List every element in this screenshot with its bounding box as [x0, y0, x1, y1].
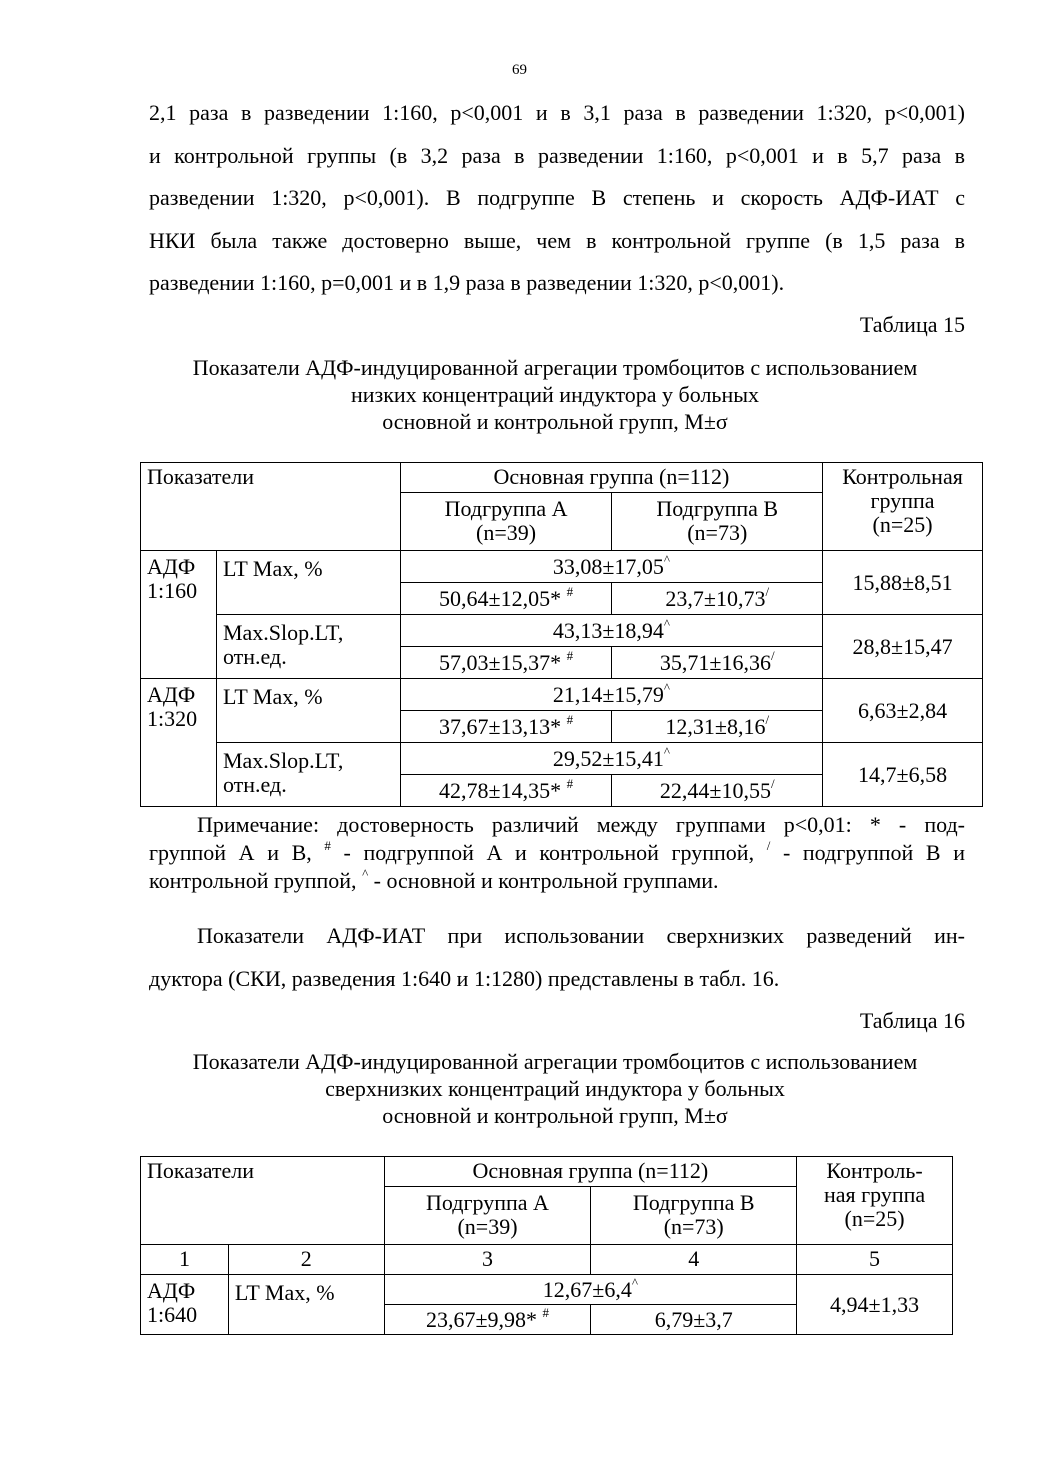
- text-line: НКИ была также достоверно выше, чем в контрольной группе (в 1,5 раза в: [149, 227, 965, 253]
- subgroup-b-value: [612, 775, 823, 807]
- table-row: [141, 551, 983, 583]
- control-value: 14,7±6,58: [823, 743, 983, 807]
- main-group-value: [400, 743, 822, 775]
- table-15-label: Таблица 15: [859, 312, 965, 337]
- page-number: 69: [512, 62, 527, 78]
- note-text: контрольной группой,: [149, 868, 363, 893]
- paragraph-2: [149, 915, 965, 1000]
- value-text: 23,7±10,73: [665, 586, 766, 611]
- significance-mark: #: [566, 712, 574, 727]
- text-line: и контрольной группы (в 3,2 раза в разведении 1:160, p<0,001 и в 5,7 раза в: [149, 142, 965, 168]
- title-line: Показатели АДФ-индуцированной агрегации тромбоцитов с использованием: [192, 1049, 918, 1074]
- dilution-line: 1:320: [147, 706, 198, 731]
- table-row: [141, 679, 983, 711]
- header-subgroup-b: [612, 493, 823, 551]
- header-line: Контроль-: [826, 1158, 923, 1183]
- header-indicators: Показатели: [141, 463, 401, 551]
- header-line: Контрольная: [842, 464, 963, 489]
- column-number: 3: [384, 1245, 591, 1275]
- metric-line: Max.Slop.LT,: [222, 620, 344, 645]
- text-line: разведении 1:160, p=0,001 и в 1,9 раза в разведении 1:320, p<0,001).: [149, 270, 785, 295]
- significance-mark: ^: [631, 1275, 638, 1290]
- significance-mark: /: [770, 776, 775, 791]
- significance-mark: #: [324, 838, 331, 853]
- subgroup-a-value: [400, 647, 612, 679]
- value-text: 37,67±13,13*: [439, 714, 567, 739]
- title-line: основной и контрольной групп, М±σ: [382, 409, 728, 434]
- text-line: 2,1 раза в разведении 1:160, p<0,001 и в 3,1 раза в разведении 1:320, p<0,001): [149, 100, 965, 125]
- column-number: 1: [141, 1245, 229, 1275]
- metric-cell: [216, 551, 400, 615]
- significance-mark: #: [566, 776, 574, 791]
- control-value: 15,88±8,51: [823, 551, 983, 615]
- subgroup-a-value: [400, 775, 612, 807]
- significance-mark: ^: [663, 616, 670, 631]
- subgroup-b-value: [612, 647, 823, 679]
- metric-line: LT Max, %: [234, 1280, 335, 1305]
- dilution-cell: [141, 1275, 229, 1335]
- significance-mark: #: [566, 584, 574, 599]
- header-line: (n=73): [663, 1214, 724, 1239]
- significance-mark: /: [770, 648, 775, 663]
- subgroup-b-value: [612, 711, 823, 743]
- value-text: 42,78±14,35*: [439, 778, 567, 803]
- note-text: группой А и В,: [149, 840, 325, 865]
- header-subgroup-a: [384, 1187, 591, 1245]
- table-16-label: Таблица 16: [859, 1008, 965, 1033]
- text-line: дуктора (СКИ, разведения 1:640 и 1:1280) представлены в табл. 16.: [149, 965, 780, 991]
- metric-cell: [216, 679, 400, 743]
- subgroup-b-value: 6,79±3,7: [591, 1305, 797, 1335]
- dilution-line: АДФ: [147, 554, 196, 579]
- header-line: Подгруппа А: [426, 1190, 549, 1215]
- header-main-group: Основная группа (n=112): [400, 463, 822, 493]
- header-line: Подгруппа В: [656, 496, 779, 521]
- value-text: 12,67±6,4: [542, 1277, 632, 1302]
- header-line: (n=25): [844, 1206, 905, 1231]
- column-number: 4: [591, 1245, 797, 1275]
- table-header-row: [141, 1157, 953, 1187]
- main-group-value: [400, 551, 822, 583]
- note-text: - подгруппой В и: [770, 840, 965, 865]
- column-numbers-row: [141, 1245, 953, 1275]
- column-number: 5: [797, 1245, 953, 1275]
- note-line: Примечание: достоверность различий между группами р<0,01: * - под-: [197, 812, 965, 837]
- metric-line: отн.ед.: [222, 644, 287, 669]
- value-text: 35,71±16,36: [659, 650, 771, 675]
- title-line: основной и контрольной групп, М±σ: [382, 1103, 728, 1128]
- metric-line: Max.Slop.LT,: [222, 748, 344, 773]
- dilution-line: 1:640: [147, 1302, 198, 1327]
- subgroup-a-value: [400, 583, 612, 615]
- header-line: (n=73): [687, 520, 748, 545]
- dilution-line: АДФ: [147, 682, 196, 707]
- significance-mark: ^: [362, 866, 369, 881]
- header-line: Подгруппа А: [444, 496, 568, 521]
- value-text: 43,13±18,94: [552, 618, 664, 643]
- dilution-line: АДФ: [147, 1278, 196, 1303]
- note-text: - подгруппой А и контрольной группой,: [330, 840, 767, 865]
- table-16-title: [140, 1048, 970, 1129]
- text-line: Показатели АДФ-ИАТ при использовании сверхнизких разведений ин-: [197, 923, 965, 948]
- header-line: Подгруппа В: [632, 1190, 755, 1215]
- value-text: 50,64±12,05*: [439, 586, 567, 611]
- significance-mark: #: [542, 1305, 550, 1320]
- metric-line: отн.ед.: [222, 772, 287, 797]
- note-line: [149, 839, 965, 867]
- title-line: низких концентраций индуктора у больных: [350, 382, 760, 407]
- metric-line: LT Max, %: [222, 556, 323, 581]
- header-line: ная группа: [823, 1182, 926, 1207]
- header-main-group: Основная группа (n=112): [384, 1157, 796, 1187]
- header-subgroup-a: [400, 493, 612, 551]
- main-group-value: [384, 1275, 796, 1305]
- subgroup-b-value: [612, 583, 823, 615]
- subgroup-a-value: [384, 1305, 591, 1335]
- value-text: 12,31±8,16: [665, 714, 766, 739]
- dilution-line: 1:160: [147, 578, 198, 603]
- value-text: 57,03±15,37*: [439, 650, 567, 675]
- title-line: Показатели АДФ-индуцированной агрегации тромбоцитов с использованием: [192, 355, 918, 380]
- main-group-value: [400, 615, 822, 647]
- header-line: (n=25): [872, 512, 933, 537]
- table-15: [140, 462, 983, 807]
- note-text: - основной и контрольной группами.: [368, 868, 719, 893]
- table-15-title: [140, 354, 970, 435]
- value-text: 22,44±10,55: [659, 778, 771, 803]
- table-row: [141, 615, 983, 647]
- dilution-cell: [141, 551, 217, 679]
- significance-mark: #: [566, 648, 574, 663]
- main-group-value: [400, 679, 822, 711]
- table-row: [141, 743, 983, 775]
- value-text: 23,67±9,98*: [425, 1307, 543, 1332]
- table-header-row: [141, 463, 983, 493]
- control-value: 28,8±15,47: [823, 615, 983, 679]
- significance-mark: ^: [663, 744, 670, 759]
- value-text: 21,14±15,79: [552, 682, 664, 707]
- significance-mark: /: [766, 838, 771, 853]
- header-control-group: [823, 463, 983, 551]
- header-line: (n=39): [476, 520, 537, 545]
- significance-mark: ^: [663, 680, 670, 695]
- title-line: сверхнизких концентраций индуктора у больных: [325, 1076, 785, 1101]
- control-value: 6,63±2,84: [823, 679, 983, 743]
- note-line: [149, 867, 965, 895]
- subgroup-a-value: [400, 711, 612, 743]
- value-text: 33,08±17,05: [552, 554, 664, 579]
- header-control-group: [797, 1157, 953, 1245]
- table-row: [141, 1275, 953, 1305]
- metric-cell: [216, 615, 400, 679]
- significance-mark: /: [765, 584, 770, 599]
- metric-cell: [228, 1275, 384, 1335]
- metric-cell: [216, 743, 400, 807]
- header-line: (n=39): [457, 1214, 518, 1239]
- value-text: 29,52±15,41: [552, 746, 664, 771]
- dilution-cell: [141, 679, 217, 807]
- header-indicators: Показатели: [141, 1157, 385, 1245]
- significance-mark: /: [765, 712, 770, 727]
- intro-paragraph: [149, 92, 965, 305]
- table-16: [140, 1156, 953, 1335]
- text-line: разведении 1:320, p<0,001). В подгруппе В степень и скорость АДФ-ИАТ с: [149, 185, 965, 210]
- header-subgroup-b: [591, 1187, 797, 1245]
- table-15-note: [149, 811, 965, 895]
- metric-line: LT Max, %: [222, 684, 323, 709]
- column-number: 2: [228, 1245, 384, 1275]
- significance-mark: ^: [663, 552, 670, 567]
- control-value: 4,94±1,33: [797, 1275, 953, 1335]
- header-line: группа: [870, 488, 935, 513]
